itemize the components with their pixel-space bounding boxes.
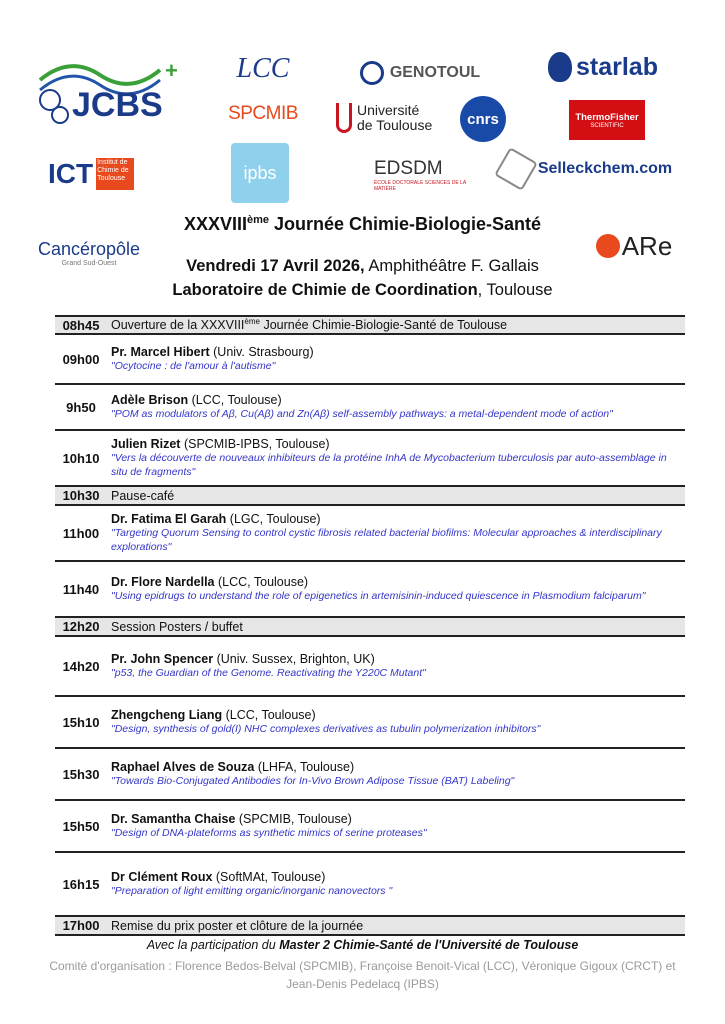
ipbs-logo [231, 143, 289, 203]
ict-logo-sub: Institut de Chimie de Toulouse [96, 158, 134, 190]
program-row: 08h45 Ouverture de la XXXVIIIème Journée Chimie-Biologie-Santé de Toulouse [55, 316, 685, 334]
program-time: 14h20 [62, 658, 100, 674]
program-table [55, 315, 685, 936]
speaker-affiliation: (LHFA, Toulouse) [254, 760, 355, 774]
speaker-name: Dr. Samantha Chaise [111, 812, 236, 826]
program-time: 10h10 [62, 450, 100, 466]
selleckchem-logo [498, 152, 674, 186]
speaker-name: Dr. Flore Nardella [111, 575, 215, 589]
starlab-logo [544, 48, 662, 86]
cnrs-logo [460, 96, 506, 142]
speaker-affiliation: (LGC, Toulouse) [226, 512, 321, 526]
ipbs-logo-text: ipbs [243, 162, 277, 183]
ict-logo [48, 156, 138, 192]
canceropole-logo-text: Cancéropôle [37, 239, 141, 259]
speaker-name: Julien Rizet [111, 437, 181, 451]
event-date-location: Vendredi 17 Avril 2026, Amphithéâtre F. Gallais [186, 257, 539, 275]
genotoul-icon [360, 61, 384, 85]
svg-text:JCBS: JCBS [72, 86, 163, 124]
talk-title: "Design of DNA-plateforms as synthetic mimics of serine proteases" [111, 827, 427, 839]
ict-logo-text: ICT [48, 158, 94, 189]
selleck-icon [494, 147, 538, 191]
edsdm-logo [374, 156, 470, 194]
jcbs-logo [30, 50, 180, 130]
program-time: 09h00 [62, 351, 100, 367]
talk-title: "Design, synthesis of gold(I) NHC complexes derivatives as tubulin polymerization inhibitors" [111, 723, 541, 735]
svg-text:+: + [165, 58, 178, 83]
edsdm-logo-text: EDSDM [374, 158, 443, 179]
program-time: 17h00 [55, 916, 107, 935]
genotoul-logo-text: GENOTOUL [389, 64, 481, 81]
lcc-logo [230, 52, 296, 86]
program-row [55, 916, 685, 935]
speaker-name: Zhengcheng Liang [111, 708, 223, 722]
speaker-affiliation: (Univ. Strasbourg) [209, 345, 314, 359]
program-row [55, 748, 685, 800]
event-lab: Laboratoire de Chimie de Coordination, Toulouse [172, 281, 553, 299]
starlab-logo-text: starlab [576, 52, 658, 81]
program-time: 15h50 [62, 818, 100, 834]
program-time: 12h20 [55, 617, 107, 636]
speaker-affiliation: (LCC, Toulouse) [222, 708, 316, 722]
speaker-affiliation: (SoftMAt, Toulouse) [212, 870, 326, 884]
program-time: 9h50 [66, 399, 96, 415]
program-row [55, 430, 685, 486]
universite-toulouse-logo [336, 100, 454, 136]
ut-line1: Université [357, 102, 420, 118]
ut-icon [336, 103, 352, 133]
speaker-name: Adèle Brison [111, 393, 189, 407]
program-time: 15h10 [62, 714, 100, 730]
speaker-name: Pr. Marcel Hibert [111, 345, 210, 359]
program-row [55, 696, 685, 748]
spcmib-logo-text: SPCMIB [228, 103, 298, 124]
program-time: 15h30 [62, 766, 100, 782]
program-row [55, 486, 685, 505]
program-break: Session Posters / buffet [107, 617, 685, 636]
event-title: XXXVIIIème Journée Chimie-Biologie-Santé [183, 214, 542, 234]
canceropole-logo-sub: Grand Sud-Ouest [61, 260, 117, 267]
speaker-name: Raphael Alves de Souza [111, 760, 255, 774]
jcbs-logo-graphic [30, 50, 180, 130]
talk-title: "Using epidrugs to understand the role of epigenetics in artemisinin-induced quiescence in Plasmodium falciparum" [111, 590, 646, 602]
program-time: 10h30 [55, 486, 107, 505]
program-row [55, 384, 685, 430]
program-row [55, 800, 685, 852]
thermofisher-logo [569, 100, 645, 140]
speaker-affiliation: (SPCMIB-IPBS, Toulouse) [180, 437, 330, 451]
program-row [55, 617, 685, 636]
are-icon [596, 234, 620, 258]
program-time: 08h45 [55, 316, 107, 334]
speaker-name: Dr Clément Roux [111, 870, 213, 884]
ut-line2: de Toulouse [357, 117, 433, 133]
speaker-affiliation: (SPCMIB, Toulouse) [235, 812, 352, 826]
lcc-logo-text: LCC [236, 53, 290, 84]
program-break: Pause-café [107, 486, 685, 505]
speaker-name: Dr. Fatima El Garah [111, 512, 227, 526]
selleckchem-logo-text: Selleckchem.com [537, 160, 673, 177]
are-logo-text: ARe [621, 230, 673, 261]
talk-title: "Ocytocine : de l'amour à l'autisme" [111, 360, 276, 372]
talk-title: "Vers la découverte de nouveaux inhibiteurs de la protéine InhA de Mycobacterium tuberculosis par auto-assemblage in situ de fragments" [111, 452, 667, 478]
talk-title: "Preparation of light emitting organic/inorganic nanovectors " [111, 885, 393, 897]
program-row [55, 505, 685, 561]
program-row [55, 636, 685, 696]
program-time: 11h40 [62, 581, 100, 597]
program-time: 16h15 [62, 876, 100, 892]
talk-title: "POM as modulators of Aβ, Cu(Aβ) and Zn(Aβ) self-assembly pathways: a metal-dependent mode of action" [111, 408, 613, 420]
cnrs-logo-text: cnrs [467, 110, 499, 128]
organizing-committee: Comité d'organisation : Florence Bedos-Belval (SPCMIB), Françoise Benoit-Vical (LCC), Véronique Gigoux (CRCT) et Jean-Denis Pedelacq (IPBS) [49, 959, 676, 991]
thermo-line1: ThermoFisher [575, 111, 639, 123]
program-closing: Remise du prix poster et clôture de la journée [107, 916, 685, 935]
spcmib-logo [222, 100, 304, 128]
edsdm-logo-sub: ÉCOLE DOCTORALE SCIENCES DE LA MATIÈRE [374, 180, 466, 192]
starlab-icon [548, 52, 572, 82]
genotoul-logo [356, 58, 484, 88]
program-time: 11h00 [62, 525, 100, 541]
program-row [55, 334, 685, 384]
thermo-line2: SCIENTIFIC [590, 122, 624, 129]
program-row [55, 561, 685, 617]
speaker-affiliation: (LCC, Toulouse) [214, 575, 309, 589]
talk-title: "Towards Bio-Conjugated Antibodies for In-Vivo Brown Adipose Tissue (BAT) Labeling" [111, 775, 515, 787]
participation-note: Avec la participation du Master 2 Chimie-Santé de l'Université de Toulouse [146, 938, 579, 952]
program-row [55, 852, 685, 916]
talk-title: "p53, the Guardian of the Genome. Reactivating the Y220C Mutant" [111, 667, 426, 679]
talk-title: "Targeting Quorum Sensing to control cystic fibrosis related bacterial biofilms: Molecular approaches & interdisciplinary explorations" [111, 527, 662, 553]
speaker-affiliation: (Univ. Sussex, Brighton, UK) [213, 652, 375, 666]
speaker-name: Pr. John Spencer [111, 652, 214, 666]
speaker-affiliation: (LCC, Toulouse) [188, 393, 282, 407]
